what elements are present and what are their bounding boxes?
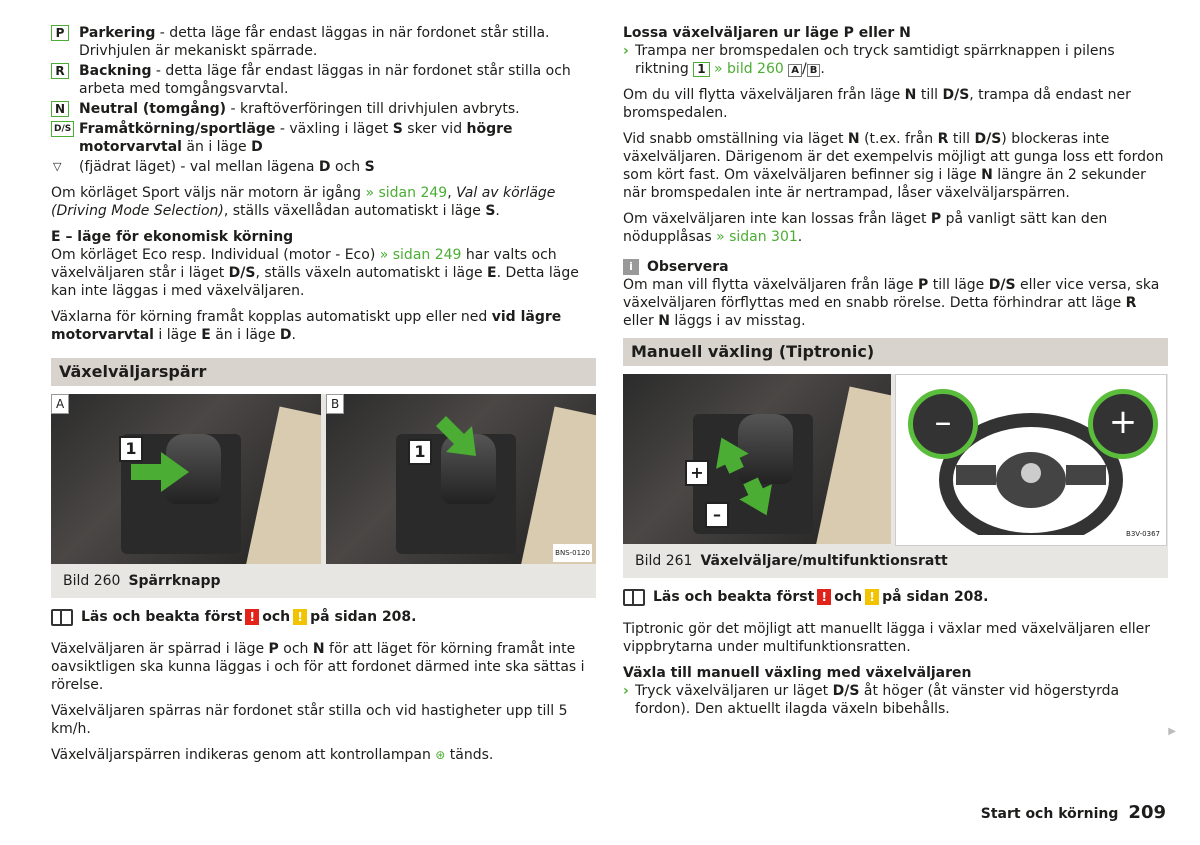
- paragraph-snabb: Vid snabb omställning via läget N (t.ex. från R till D/S) blockeras inte växelväljaren. Därigenom är det exempelvis möjligt att gunga loss ett fordon som kört fast. Om växelväljaren befinner sig i läge N längre än 2 sekunder när bromspedalen inte är nertrampad, låser växelväljarspärren.: [623, 131, 1164, 201]
- left-column: [51, 24, 596, 772]
- green-arrow-icon: [131, 452, 191, 492]
- photo-lever: [623, 374, 891, 544]
- figure-261: [623, 374, 1168, 544]
- paragraph-eco: Om körläget Eco resp. Individual (motor - Eco) » sidan 249 har valts och växelväljaren står i läget D/S, ställs växeln automatiskt i läge E. Detta läge kan inte läggas i med växelväljaren.: [51, 247, 579, 299]
- continue-arrow-icon: ▶: [1168, 726, 1176, 737]
- figure-code: BNS-0120: [553, 544, 592, 562]
- eco-heading: E – läge för ekonomisk körning: [51, 229, 294, 245]
- manual-step: › Tryck växelväljaren ur läget D/S åt höger (åt vänster vid högerstyrda fordon). Den aktuellt ilagda växeln bibehålls.: [623, 683, 1120, 717]
- plus-paddle-icon: +: [1088, 389, 1158, 459]
- page-footer: [981, 802, 1166, 823]
- warning-red-icon: !: [245, 609, 259, 625]
- section-title: Manuell växling (Tiptronic): [623, 338, 1168, 366]
- paragraph-indicator: Växelväljarspärren indikeras genom att kontrollampan ⊛ tänds.: [51, 747, 494, 763]
- manual-heading: Växla till manuell växling med växelväljaren: [623, 665, 972, 681]
- gear-key: R: [51, 63, 69, 79]
- footer-section: Start och körning: [980, 806, 1119, 822]
- page-link[interactable]: » sidan 249: [365, 185, 448, 201]
- gear-n: N Neutral (tomgång) - kraftöverföringen till drivhjulen avbryts.: [51, 100, 596, 118]
- paragraph-observera: Om man vill flytta växelväljaren från läge P till läge D/S eller vice versa, ska växelväljaren förflyttas med en snabb rörelse. Detta förhindrar att läge R eller N läggs i av misstag.: [623, 277, 1160, 329]
- control-lamp-icon: ⊛: [435, 748, 446, 762]
- figure-caption: Bild 260 Spärrknapp: [51, 564, 596, 598]
- callout-1: 1: [119, 436, 143, 462]
- paragraph-locked: Växelväljaren är spärrad i läge P och N för att läget för körning framåt inte oavsiktligen ska kunna läggas i och för att fordonet därmed inte ska sättas i rörelse.: [51, 641, 585, 693]
- section-title: Växelväljarspärr: [51, 358, 596, 386]
- step-arrow-icon: ›: [623, 683, 629, 699]
- paragraph-tiptronic: Tiptronic gör det möjligt att manuellt lägga i växlar med växelväljaren eller vippbrytarna under multifunktionsratten.: [623, 621, 1151, 655]
- step-arrow-icon: ›: [623, 43, 629, 59]
- read-note: Läs och beakta först ! och ! på sidan 208.: [51, 608, 596, 626]
- figure-caption: Bild 261 Växelväljare/multifunktionsratt: [623, 544, 1168, 578]
- warning-red-icon: !: [817, 589, 831, 605]
- info-icon: i: [623, 259, 639, 275]
- page-number: 209: [1128, 802, 1166, 823]
- plus-label: +: [685, 460, 709, 486]
- triangle-down-icon: ▽: [53, 160, 62, 173]
- gear-key: N: [51, 101, 69, 117]
- observera-heading: i Observera: [623, 258, 1168, 276]
- photo-a: [51, 394, 321, 564]
- callout-1: 1: [408, 439, 432, 465]
- figure-link[interactable]: » bild 260: [714, 61, 784, 77]
- read-note: Läs och beakta först ! och ! på sidan 208.: [623, 588, 1168, 606]
- paragraph-speed: Växelväljaren spärras när fordonet står stilla och vid hastigheter upp till 5 km/h.: [51, 703, 568, 737]
- gear-ds: D/S Framåtkörning/sportläge - växling i läget S sker vid högre motorvarvtal än i läge D: [51, 120, 596, 156]
- photo-b: [326, 394, 596, 564]
- paragraph-vaxlarna: Växlarna för körning framåt kopplas automatiskt upp eller ned vid lägre motorvarvtal i läge E än i läge D.: [51, 309, 562, 343]
- figure-letter-b: B: [326, 394, 344, 414]
- paragraph-nodupplasning: Om växelväljaren inte kan lossas från läget P på vanligt sätt kan den nödupplåsas » sidan 301.: [623, 211, 1108, 245]
- green-arrow-icon: [436, 416, 481, 461]
- book-icon: [623, 589, 645, 606]
- warning-yellow-icon: !: [293, 609, 307, 625]
- warning-yellow-icon: !: [865, 589, 879, 605]
- minus-paddle-icon: –: [908, 389, 978, 459]
- figure-letter-a: A: [51, 394, 69, 414]
- gear-key: D/S: [51, 121, 74, 137]
- right-column: [623, 24, 1168, 726]
- figure-260: [51, 394, 596, 564]
- book-icon: [51, 609, 73, 626]
- unlock-heading: Lossa växelväljaren ur läge P eller N: [623, 25, 911, 41]
- steering-wheel-panel: [895, 374, 1167, 546]
- unlock-step: › Trampa ner bromspedalen och tryck samtidigt spärrknappen i pilens riktning 1 » bild 260 A / B .: [623, 43, 1115, 77]
- gear-r: R Backning - detta läge får endast läggas in när fordonet står stilla och arbeta med tomgångsvarvtal.: [51, 62, 596, 98]
- minus-label: –: [705, 502, 729, 528]
- page-link[interactable]: » sidan 301: [716, 229, 798, 245]
- gear-spring: ▽ (fjädrat läget) - val mellan lägena D och S: [53, 159, 375, 175]
- paragraph-flytta: Om du vill flytta växelväljaren från läge N till D/S, trampa då endast ner bromspedalen.: [623, 87, 1131, 121]
- figure-code: B3V-0367: [1124, 525, 1162, 543]
- gear-p: P Parkering - detta läge får endast läggas in när fordonet står stilla. Drivhjulen är mekaniskt spärrade.: [51, 24, 596, 60]
- paragraph-sport: Om körläget Sport väljs när motorn är igång » sidan 249, Val av körläge (Driving Mode Selection), ställs växellådan automatiskt i läge S.: [51, 185, 556, 219]
- gear-key: P: [51, 25, 69, 41]
- figure-ref-box: 1: [693, 62, 709, 77]
- page-link[interactable]: » sidan 249: [379, 247, 462, 263]
